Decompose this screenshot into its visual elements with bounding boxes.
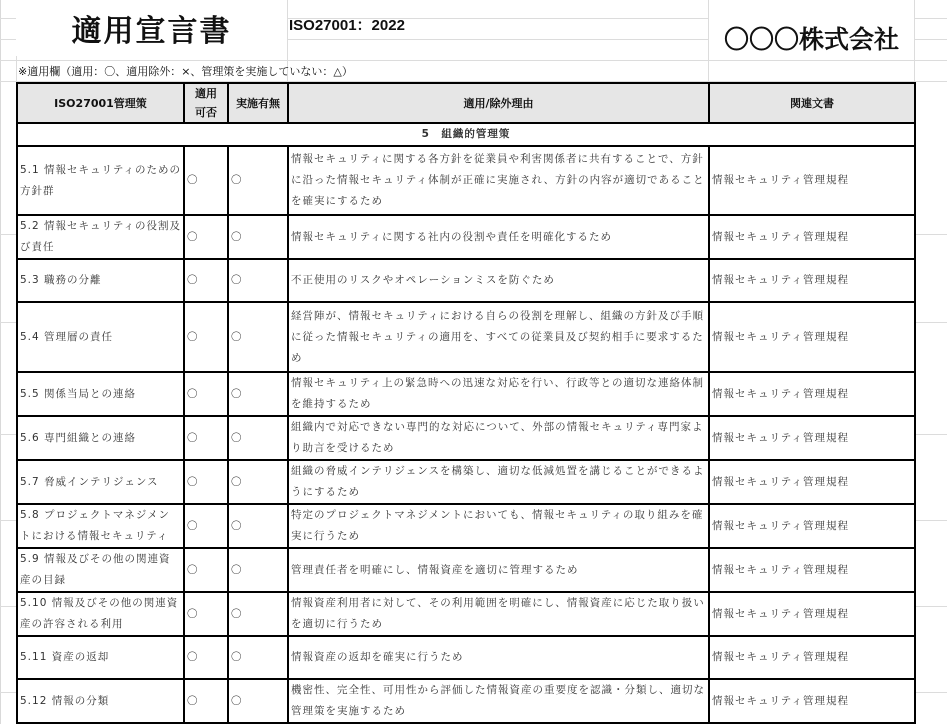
implemented-cell[interactable]: 〇 <box>228 548 288 592</box>
gridline <box>0 60 947 61</box>
control-cell[interactable]: 5.1 情報セキュリティのための方針群 <box>17 146 184 215</box>
col-header-documents[interactable]: 関連文書 <box>709 83 915 123</box>
table-row <box>17 302 915 372</box>
reason-cell[interactable]: 特定のプロジェクトマネジメントにおいても、情報セキュリティの取り組みを確実に行うため <box>288 504 709 548</box>
reason-cell[interactable]: 情報資産の返却を確実に行うため <box>288 636 709 679</box>
implemented-cell[interactable]: 〇 <box>228 259 288 302</box>
implemented-cell[interactable]: 〇 <box>228 416 288 460</box>
applicable-cell[interactable]: 〇 <box>184 679 228 723</box>
applicable-cell[interactable]: 〇 <box>184 215 228 259</box>
table-row <box>17 146 915 215</box>
table-row <box>17 416 915 460</box>
documents-cell[interactable]: 情報セキュリティ管理規程 <box>709 215 915 259</box>
reason-cell[interactable]: 経営陣が、情報セキュリティにおける自らの役割を理解し、組織の方針及び手順に従った情報セキュリティの適用を、すべての従業員及び契約相手に要求するため <box>288 302 709 372</box>
col-header-control[interactable]: ISO27001管理策 <box>17 83 184 123</box>
reason-cell[interactable]: 情報セキュリティに関する社内の役割や責任を明確化するため <box>288 215 709 259</box>
reason-cell[interactable]: 組織の脅威インテリジェンスを構築し、適切な低減処置を講じることができるようにするため <box>288 460 709 504</box>
implemented-cell[interactable]: 〇 <box>228 460 288 504</box>
col-header-applicable-line1: 適用 <box>195 87 217 100</box>
table-row <box>17 636 915 679</box>
section-title[interactable]: 5 組織的管理策 <box>17 123 915 146</box>
reason-cell[interactable]: 情報セキュリティに関する各方針を従業員や利害関係者に共有することで、方針に沿った情報セキュリティ体制が正確に実施され、方針の内容が適切であることを確実にするため <box>288 146 709 215</box>
table-header-row <box>17 83 915 123</box>
table-row <box>17 679 915 723</box>
documents-cell[interactable]: 情報セキュリティ管理規程 <box>709 259 915 302</box>
statement-of-applicability-table <box>16 82 916 724</box>
col-header-implemented[interactable]: 実施有無 <box>228 83 288 123</box>
table-row <box>17 504 915 548</box>
implemented-cell[interactable]: 〇 <box>228 592 288 636</box>
table-row <box>17 215 915 259</box>
table-row <box>17 460 915 504</box>
control-cell[interactable]: 5.6 専門組織との連絡 <box>17 416 184 460</box>
standard-version: ISO27001：2022 <box>289 17 405 34</box>
section-row <box>17 123 915 146</box>
table-row <box>17 592 915 636</box>
documents-cell[interactable]: 情報セキュリティ管理規程 <box>709 504 915 548</box>
documents-cell[interactable]: 情報セキュリティ管理規程 <box>709 416 915 460</box>
documents-cell[interactable]: 情報セキュリティ管理規程 <box>709 679 915 723</box>
applicable-cell[interactable]: 〇 <box>184 372 228 416</box>
applicable-cell[interactable]: 〇 <box>184 636 228 679</box>
applicable-cell[interactable]: 〇 <box>184 302 228 372</box>
applicable-cell[interactable]: 〇 <box>184 146 228 215</box>
implemented-cell[interactable]: 〇 <box>228 372 288 416</box>
applicable-cell[interactable]: 〇 <box>184 460 228 504</box>
table-row <box>17 259 915 302</box>
documents-cell[interactable]: 情報セキュリティ管理規程 <box>709 592 915 636</box>
implemented-cell[interactable]: 〇 <box>228 504 288 548</box>
documents-cell[interactable]: 情報セキュリティ管理規程 <box>709 146 915 215</box>
reason-cell[interactable]: 情報セキュリティ上の緊急時への迅速な対応を行い、行政等との適切な連絡体制を維持するため <box>288 372 709 416</box>
reason-cell[interactable]: 組織内で対応できない専門的な対応について、外部の情報セキュリティ専門家より助言を受けるため <box>288 416 709 460</box>
control-cell[interactable]: 5.7 脅威インテリジェンス <box>17 460 184 504</box>
col-header-applicable[interactable] <box>184 83 228 123</box>
documents-cell[interactable]: 情報セキュリティ管理規程 <box>709 460 915 504</box>
reason-cell[interactable]: 機密性、完全性、可用性から評価した情報資産の重要度を認識・分類し、適切な管理策を実施するため <box>288 679 709 723</box>
control-cell[interactable]: 5.5 関係当局との連絡 <box>17 372 184 416</box>
implemented-cell[interactable]: 〇 <box>228 302 288 372</box>
applicable-cell[interactable]: 〇 <box>184 416 228 460</box>
documents-cell[interactable]: 情報セキュリティ管理規程 <box>709 302 915 372</box>
col-header-reason[interactable]: 適用/除外理由 <box>288 83 709 123</box>
implemented-cell[interactable]: 〇 <box>228 679 288 723</box>
documents-cell[interactable]: 情報セキュリティ管理規程 <box>709 372 915 416</box>
control-cell[interactable]: 5.3 職務の分離 <box>17 259 184 302</box>
implemented-cell[interactable]: 〇 <box>228 215 288 259</box>
applicable-cell[interactable]: 〇 <box>184 548 228 592</box>
control-cell[interactable]: 5.4 管理層の責任 <box>17 302 184 372</box>
control-cell[interactable]: 5.8 プロジェクトマネジメントにおける情報セキュリティ <box>17 504 184 548</box>
control-cell[interactable]: 5.12 情報の分類 <box>17 679 184 723</box>
implemented-cell[interactable]: 〇 <box>228 146 288 215</box>
applicable-cell[interactable]: 〇 <box>184 259 228 302</box>
company-name: 〇〇〇株式会社 <box>709 18 914 58</box>
control-cell[interactable]: 5.10 情報及びその他の関連資産の許容される利用 <box>17 592 184 636</box>
documents-cell[interactable]: 情報セキュリティ管理規程 <box>709 548 915 592</box>
documents-cell[interactable]: 情報セキュリティ管理規程 <box>709 636 915 679</box>
applicable-cell[interactable]: 〇 <box>184 592 228 636</box>
control-cell[interactable]: 5.11 資産の返却 <box>17 636 184 679</box>
reason-cell[interactable]: 管理責任者を明確にし、情報資産を適切に管理するため <box>288 548 709 592</box>
implemented-cell[interactable]: 〇 <box>228 636 288 679</box>
applicable-cell[interactable]: 〇 <box>184 504 228 548</box>
table-row <box>17 548 915 592</box>
col-header-applicable-line2: 可否 <box>195 106 217 119</box>
table-row <box>17 372 915 416</box>
legend-note: ※適用欄（適用：〇、適用除外：×、管理策を実施していない：△） <box>18 65 353 78</box>
reason-cell[interactable]: 不正使用のリスクやオペレーションミスを防ぐため <box>288 259 709 302</box>
control-cell[interactable]: 5.9 情報及びその他の関連資産の目録 <box>17 548 184 592</box>
control-cell[interactable]: 5.2 情報セキュリティの役割及び責任 <box>17 215 184 259</box>
reason-cell[interactable]: 情報資産利用者に対して、その利用範囲を明確にし、情報資産に応じた取り扱いを適切に行うため <box>288 592 709 636</box>
document-title: 適用宣言書 <box>16 0 287 56</box>
